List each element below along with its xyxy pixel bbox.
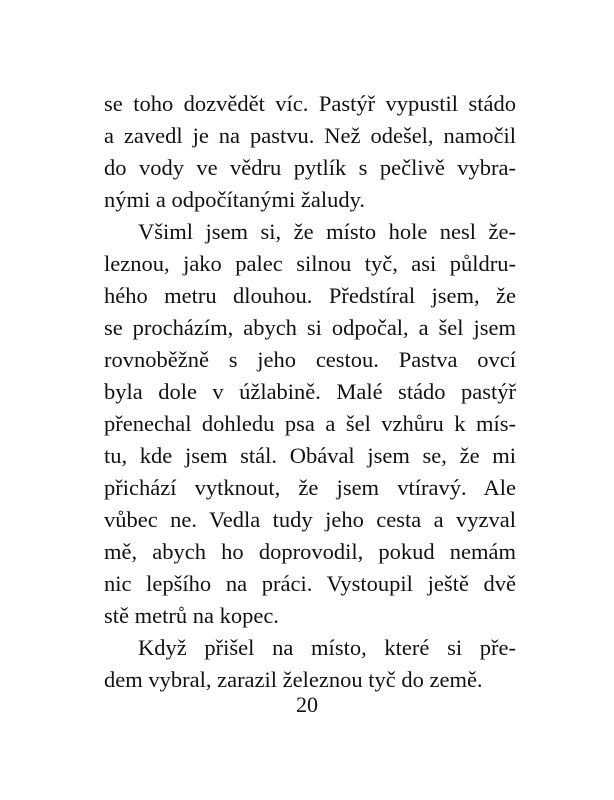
text-line: se procházím, abych si odpočal, a šel jsem (104, 315, 516, 340)
text-line: hého metru dlouhou. Předstíral jsem, že (104, 283, 516, 308)
text-line: nými a odpočítanými žaludy. (104, 187, 365, 212)
text-line: mě, abych ho doprovodil, pokud nemám (104, 539, 516, 564)
text-line: se toho dozvědět víc. Pastýř vypustil stádo (104, 91, 516, 116)
text-line: Všiml jsem si, že místo hole nesl že- (138, 219, 516, 244)
text-line: dem vybral, zarazil železnou tyč do země. (104, 667, 483, 692)
text-line: přenechal dohledu psa a šel vzhůru k mís- (104, 411, 516, 436)
text-line: přichází vytknout, že jsem vtíravý. Ale (104, 475, 516, 500)
text-line: vůbec ne. Vedla tudy jeho cesta a vyzval (104, 507, 516, 532)
text-line: Když přišel na místo, které si pře- (138, 635, 516, 660)
text-line: tu, kde jsem stál. Obával jsem se, že mi (104, 443, 516, 468)
page-number: 20 (296, 692, 318, 717)
body-text (104, 88, 516, 696)
text-line: leznou, jako palec silnou tyč, asi půldru- (104, 251, 516, 276)
text-line: a zavedl je na pastvu. Než odešel, namočil (104, 123, 516, 148)
text-line: stě metrů na kopec. (104, 603, 279, 628)
text-line: nic lepšího na práci. Vystoupil ještě dvě (104, 571, 516, 596)
text-line: do vody ve vědru pytlík s pečlivě vybra- (104, 155, 516, 180)
text-line: rovnoběžně s jeho cestou. Pastva ovcí (104, 347, 516, 372)
text-line: byla dole v úžlabině. Malé stádo pastýř (104, 379, 516, 404)
